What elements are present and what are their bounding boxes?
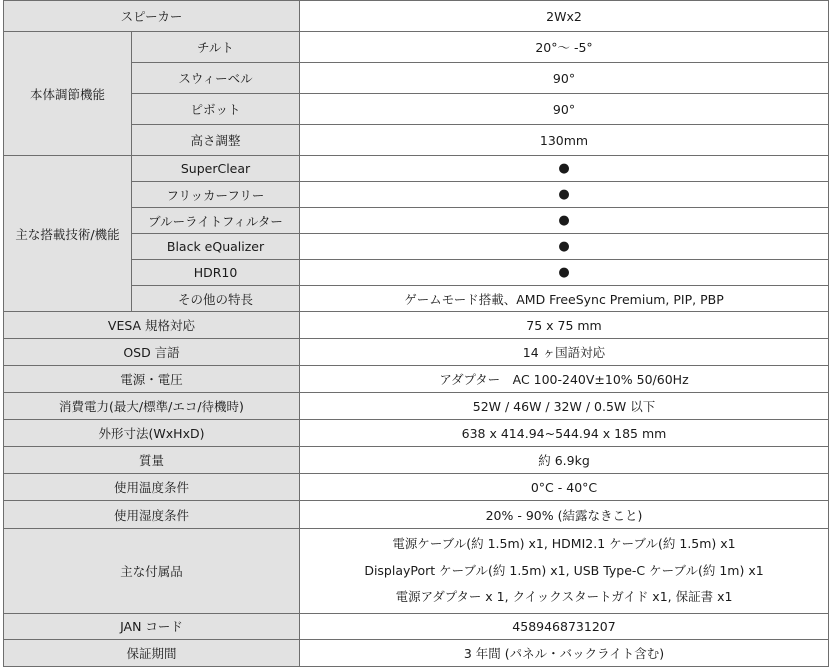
table-row-tilt xyxy=(4,32,829,63)
table-row-accessories xyxy=(4,529,829,614)
spec-sublabel: チルト xyxy=(132,32,300,63)
spec-label: 質量 xyxy=(4,447,300,474)
accessory-line: DisplayPort ケーブル(約 1.5m) x1, USB Type-C ケーブル(約 1m) x1 xyxy=(364,562,764,578)
spec-sublabel: フリッカーフリー xyxy=(132,182,300,208)
feature-dot: ● xyxy=(300,156,829,182)
spec-sublabel: HDR10 xyxy=(132,260,300,286)
spec-sublabel: その他の特長 xyxy=(132,286,300,312)
feature-dot: ● xyxy=(300,234,829,260)
spec-label: 電源・電圧 xyxy=(4,366,300,393)
spec-value: ゲームモード搭載、AMD FreeSync Premium, PIP, PBP xyxy=(300,286,829,312)
spec-label: VESA 規格対応 xyxy=(4,312,300,339)
table-row-temperature xyxy=(4,474,829,501)
spec-value: 90° xyxy=(300,94,829,125)
group-label-tech: 主な搭載技術/機能 xyxy=(4,156,132,312)
spec-label: 消費電力(最大/標準/エコ/待機時) xyxy=(4,393,300,420)
spec-value: 2Wx2 xyxy=(300,1,829,32)
spec-value: 52W / 46W / 32W / 0.5W 以下 xyxy=(300,393,829,420)
feature-dot: ● xyxy=(300,260,829,286)
spec-label: OSD 言語 xyxy=(4,339,300,366)
table-row-dimensions xyxy=(4,420,829,447)
spec-label: 保証期間 xyxy=(4,639,300,666)
group-label-adjust: 本体調節機能 xyxy=(4,32,132,156)
table-row-weight xyxy=(4,447,829,474)
spec-value: 130mm xyxy=(300,125,829,156)
table-row-warranty xyxy=(4,639,829,666)
spec-value: 3 年間 (パネル・バックライト含む) xyxy=(300,639,829,666)
table-row-humidity xyxy=(4,501,829,529)
table-row-jan xyxy=(4,613,829,639)
feature-dot: ● xyxy=(300,182,829,208)
accessories-list xyxy=(300,529,829,614)
spec-label: 使用湿度条件 xyxy=(4,501,300,529)
spec-value: 14 ヶ国語対応 xyxy=(300,339,829,366)
table-row-superclear xyxy=(4,156,829,182)
spec-label: 主な付属品 xyxy=(4,529,300,614)
accessory-line: 電源ケーブル(約 1.5m) x1, HDMI2.1 ケーブル(約 1.5m) x1 xyxy=(392,536,736,551)
table-row-osd xyxy=(4,339,829,366)
spec-label: 使用温度条件 xyxy=(4,474,300,501)
spec-sublabel: SuperClear xyxy=(132,156,300,182)
spec-value: 4589468731207 xyxy=(300,613,829,639)
table-row-consumption xyxy=(4,393,829,420)
spec-value: 75 x 75 mm xyxy=(300,312,829,339)
accessory-line: 電源アダプター x 1, クイックスタートガイド x1, 保証書 x1 xyxy=(395,589,733,604)
table-row-vesa xyxy=(4,312,829,339)
spec-sublabel: ブルーライトフィルター xyxy=(132,208,300,234)
spec-value: アダプター AC 100-240V±10% 50/60Hz xyxy=(300,366,829,393)
spec-table xyxy=(3,0,829,667)
spec-sublabel: スウィーベル xyxy=(132,63,300,94)
spec-label: JAN コード xyxy=(4,613,300,639)
spec-value: 638 x 414.94~544.94 x 185 mm xyxy=(300,420,829,447)
spec-value: 20% - 90% (結露なきこと) xyxy=(300,501,829,529)
spec-sublabel: ピボット xyxy=(132,94,300,125)
spec-value: 90° xyxy=(300,63,829,94)
spec-value: 0°C - 40°C xyxy=(300,474,829,501)
spec-value: 約 6.9kg xyxy=(300,447,829,474)
table-row-speaker xyxy=(4,1,829,32)
spec-value: 20°～ -5° xyxy=(300,32,829,63)
feature-dot: ● xyxy=(300,208,829,234)
table-row-power xyxy=(4,366,829,393)
spec-sublabel: Black eQualizer xyxy=(132,234,300,260)
spec-sublabel: 高さ調整 xyxy=(132,125,300,156)
spec-label: スピーカー xyxy=(4,1,300,32)
spec-label: 外形寸法(WxHxD) xyxy=(4,420,300,447)
